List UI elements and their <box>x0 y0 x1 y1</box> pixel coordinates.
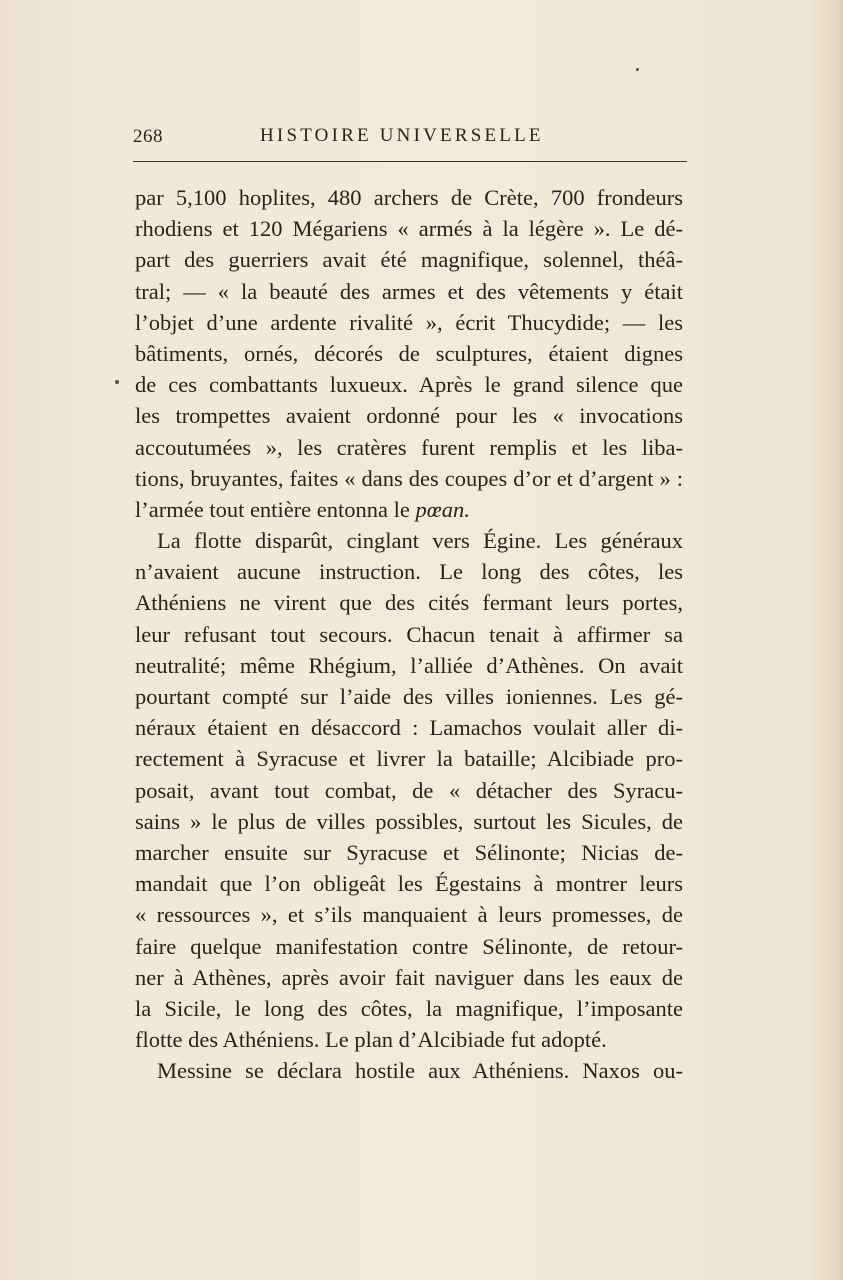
paragraph-first-line: Messine se déclara hostile aux Athéniens. Naxos ou- <box>157 1058 683 1084</box>
text-line: accoutumées », les cratères furent remplis et les liba- <box>135 434 683 460</box>
text-line: rectement à Syracuse et livrer la bataille; Alcibiade pro- <box>135 746 683 772</box>
text-line: tral; — « la beauté des armes et des vêtements y était <box>135 278 683 304</box>
text-line: part des guerriers avait été magnifique, solennel, théâ- <box>135 247 683 273</box>
paragraph-end-line <box>135 494 683 525</box>
text-line: posait, avant tout combat, de « détacher des Syracu- <box>135 777 683 803</box>
text-line: rhodiens et 120 Mégariens « armés à la légère ». Le dé- <box>135 216 683 242</box>
text-line: Athéniens ne virent que des cités fermant leurs portes, <box>135 590 683 616</box>
text-line: sains » le plus de villes possibles, surtout les Sicules, de <box>135 808 683 834</box>
page-edge <box>837 0 843 1280</box>
text-line: néraux étaient en désaccord : Lamachos voulait aller di- <box>135 715 683 741</box>
text-line: de ces combattants luxueux. Après le grand silence que <box>135 372 683 398</box>
text-line: tions, bruyantes, faites « dans des coupes d’or et d’argent » : <box>135 465 683 491</box>
text-line: mandait que l’on obligeât les Égestains à montrer leurs <box>135 871 683 897</box>
text-line: n’avaient aucune instruction. Le long des côtes, les <box>135 559 683 585</box>
text-line: ner à Athènes, après avoir fait naviguer dans les eaux de <box>135 964 683 990</box>
paragraph-end-line: flotte des Athéniens. Le plan d’Alcibiade fut adopté. <box>135 1027 607 1053</box>
text-line: neutralité; même Rhégium, l’alliée d’Athènes. On avait <box>135 652 683 678</box>
text-line: pourtant compté sur l’aide des villes ioniennes. Les gé- <box>135 684 683 709</box>
print-speck <box>636 68 639 71</box>
italic-word: pœan. <box>415 496 470 522</box>
text-line: l’objet d’une ardente rivalité », écrit Thucydide; — les <box>135 309 683 335</box>
paragraph-first-line: La flotte disparût, cinglant vers Égine. Les généraux <box>157 528 683 554</box>
text-line: leur refusant tout secours. Chacun tenait à affirmer sa <box>135 621 683 647</box>
text-line: « ressources », et s’ils manquaient à leurs promesses, de <box>135 902 683 928</box>
body-text <box>135 182 683 1086</box>
page-header <box>133 122 687 156</box>
text-span: l’armée tout entière entonna le <box>135 496 416 522</box>
text-line: marcher ensuite sur Syracuse et Sélinonte; Nicias de- <box>135 839 683 865</box>
text-line: bâtiments, ornés, décorés de sculptures, étaient dignes <box>135 340 683 366</box>
running-head: HISTOIRE UNIVERSELLE <box>260 125 544 146</box>
text-line: faire quelque manifestation contre Sélinonte, de retour- <box>135 933 683 959</box>
header-rule <box>133 161 687 162</box>
text-line: les trompettes avaient ordonné pour les « invocations <box>135 403 683 429</box>
page-number: 268 <box>133 126 163 147</box>
text-line: la Sicile, le long des côtes, la magnifique, l’imposante <box>135 995 683 1021</box>
print-speck <box>115 380 119 384</box>
text-line: par 5,100 hoplites, 480 archers de Crète, 700 frondeurs <box>135 185 683 210</box>
